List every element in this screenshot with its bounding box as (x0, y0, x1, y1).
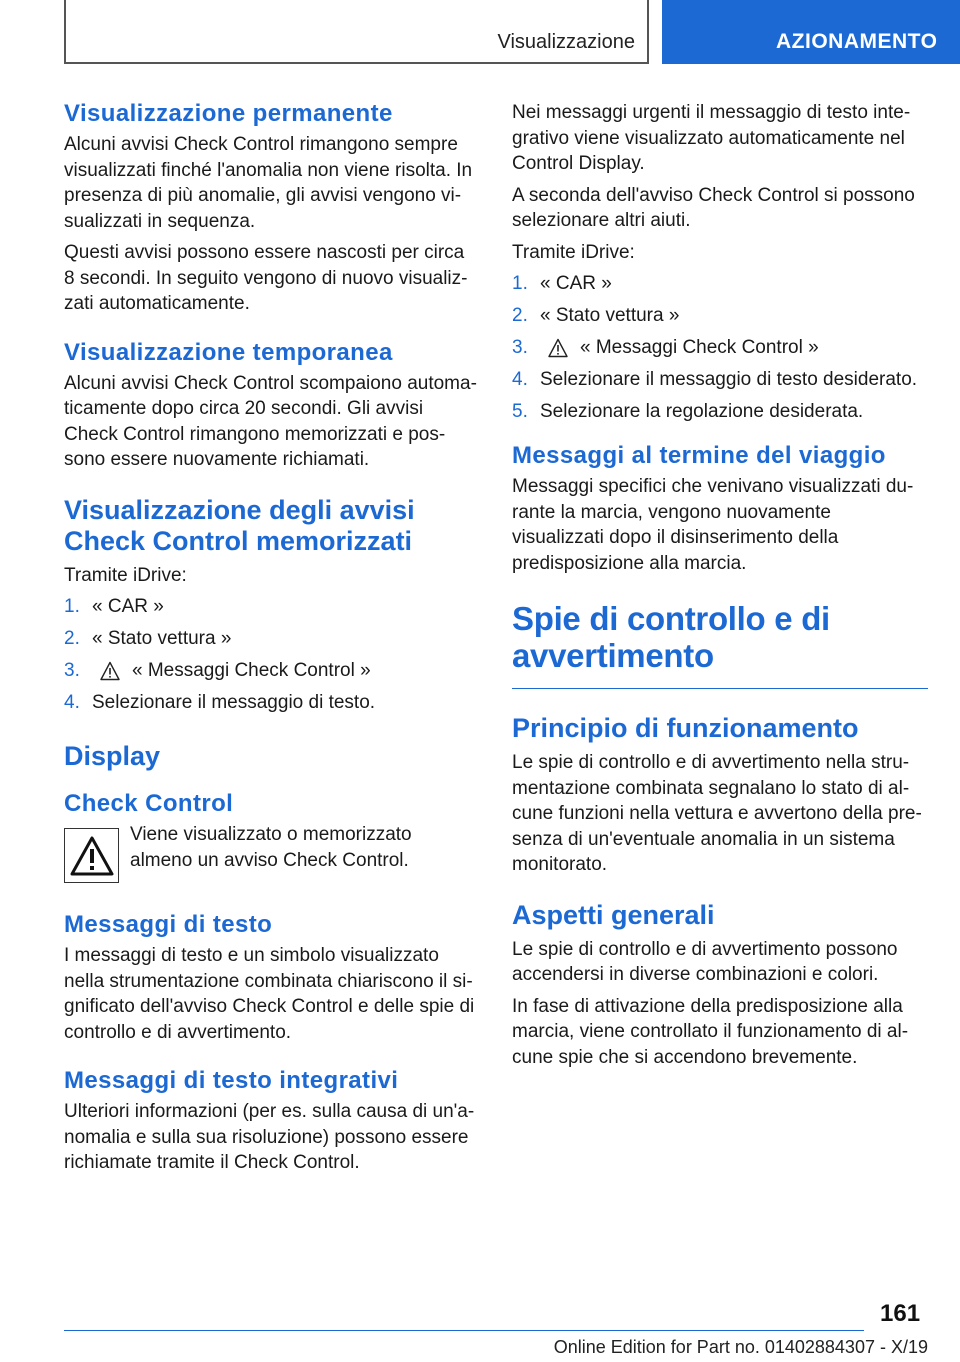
heading-display: Display (64, 741, 161, 771)
para-end-of-trip: Messaggi specifici che venivano visualizzati durante la marcia, vengono nuovamente visualizzati dopo il disinserimento della predisposizione alla marcia. (512, 476, 914, 574)
step-item: 3. « Messaggi Check Control » (64, 660, 371, 681)
heading-text-messages: Messaggi di testo (64, 911, 273, 938)
step-item: 4. Selezionare il messaggio di testo. (64, 692, 376, 713)
step-item: 4. Selezionare il messaggio di testo desiderato. (512, 369, 918, 390)
heading-temporary: Visualizzazione temporanea (64, 338, 393, 366)
left-column (64, 100, 479, 1182)
para-check-control: Viene visualizzato o memorizzato almeno un avviso Check Control. (130, 824, 412, 871)
para-idrive-right: Tramite iDrive: (512, 241, 635, 263)
heading-check-control: Check Control (64, 790, 234, 817)
heading-supplementary-messages: Messaggi di testo integrativi (64, 1067, 399, 1094)
header-section-title: Visualizzazione (497, 31, 635, 53)
step-item: 2. « Stato vettura » (64, 628, 232, 649)
step-item: 3. « Messaggi Check Control » (512, 337, 819, 358)
chapter-title: Spie di controllo e di avvertimento (512, 600, 830, 674)
para-principle: Le spie di controllo e di avvertimento nella strumentazione combinata segnalano lo stato di alcune funzioni nella vettura e avvertono della presenza di un'eventuale anomalia in un sistema monitorato. (512, 752, 922, 875)
warning-triangle-icon (64, 828, 119, 883)
heading-general: Aspetti generali (512, 899, 715, 930)
para-help: A seconda dell'avviso Check Control si possono selezionare altri aiuti. (512, 184, 915, 231)
para-general-1: Le spie di controllo e di avvertimento possono accendersi in diverse combinazioni e colori. (512, 938, 898, 985)
para-idrive-left: Tramite iDrive: (64, 564, 187, 586)
heading-principle: Principio di funzionamento (512, 713, 859, 743)
footer-divider (64, 1330, 864, 1331)
heading-end-of-trip: Messaggi al termine del viaggio (512, 442, 886, 469)
steps-list-left (64, 594, 479, 715)
para-permanent-2: Questi avvisi possono essere nascosti per circa 8 secondi. In seguito vengono di nuovo visualizzati automaticamente. (64, 242, 468, 314)
right-column (512, 100, 927, 1076)
heading-permanent: Visualizzazione permanente (64, 100, 393, 127)
step-item: 1. « CAR » (64, 596, 164, 617)
para-temporary: Alcuni avvisi Check Control scompaiono automaticamente dopo circa 20 secondi. Gli avvisi Check Control rimangono memorizzati e possono essere nuovamente richiamati. (64, 372, 477, 470)
check-control-row (64, 826, 479, 883)
header-chapter-tab: AZIONAMENTO (662, 0, 960, 64)
para-text-messages: I messaggi di testo e un simbolo visualizzato nella strumentazione combinata chiariscono il significato dell'avviso Check Control e delle spie di controllo e di avvertimento. (64, 945, 475, 1043)
step-item: 2. « Stato vettura » (512, 305, 680, 326)
page-number: 161 (880, 1300, 921, 1327)
warning-triangle-icon (548, 338, 568, 358)
step-item: 5. Selezionare la regolazione desiderata. (512, 401, 864, 422)
footer-edition: Online Edition for Part no. 01402884307 - X/19 (553, 1337, 928, 1357)
para-supplementary-messages: Ulteriori informazioni (per es. sulla causa di un'anomalia e sulla sua risoluzione) possono essere richiamate tramite il Check Control. (64, 1101, 475, 1173)
para-general-2: In fase di attivazione della predisposizione alla marcia, viene controllato il funzionamento di alcune spie che si accendono brevemente. (512, 995, 909, 1068)
heading-stored-messages: Visualizzazione degli avvisi Check Control memorizzati (64, 494, 415, 556)
para-urgent: Nei messaggi urgenti il messaggio di testo integrativo viene visualizzato automaticamente nel Control Display. (512, 102, 911, 174)
steps-list-right (512, 271, 927, 424)
step-item: 1. « CAR » (512, 273, 612, 294)
chapter-divider (512, 688, 928, 689)
para-permanent-1: Alcuni avvisi Check Control rimangono sempre visualizzati finché l'anomalia non viene risolta. In presenza di più anomalie, gli avvisi vengono visualizzati in sequenza. (64, 134, 473, 232)
warning-triangle-icon (100, 661, 120, 681)
